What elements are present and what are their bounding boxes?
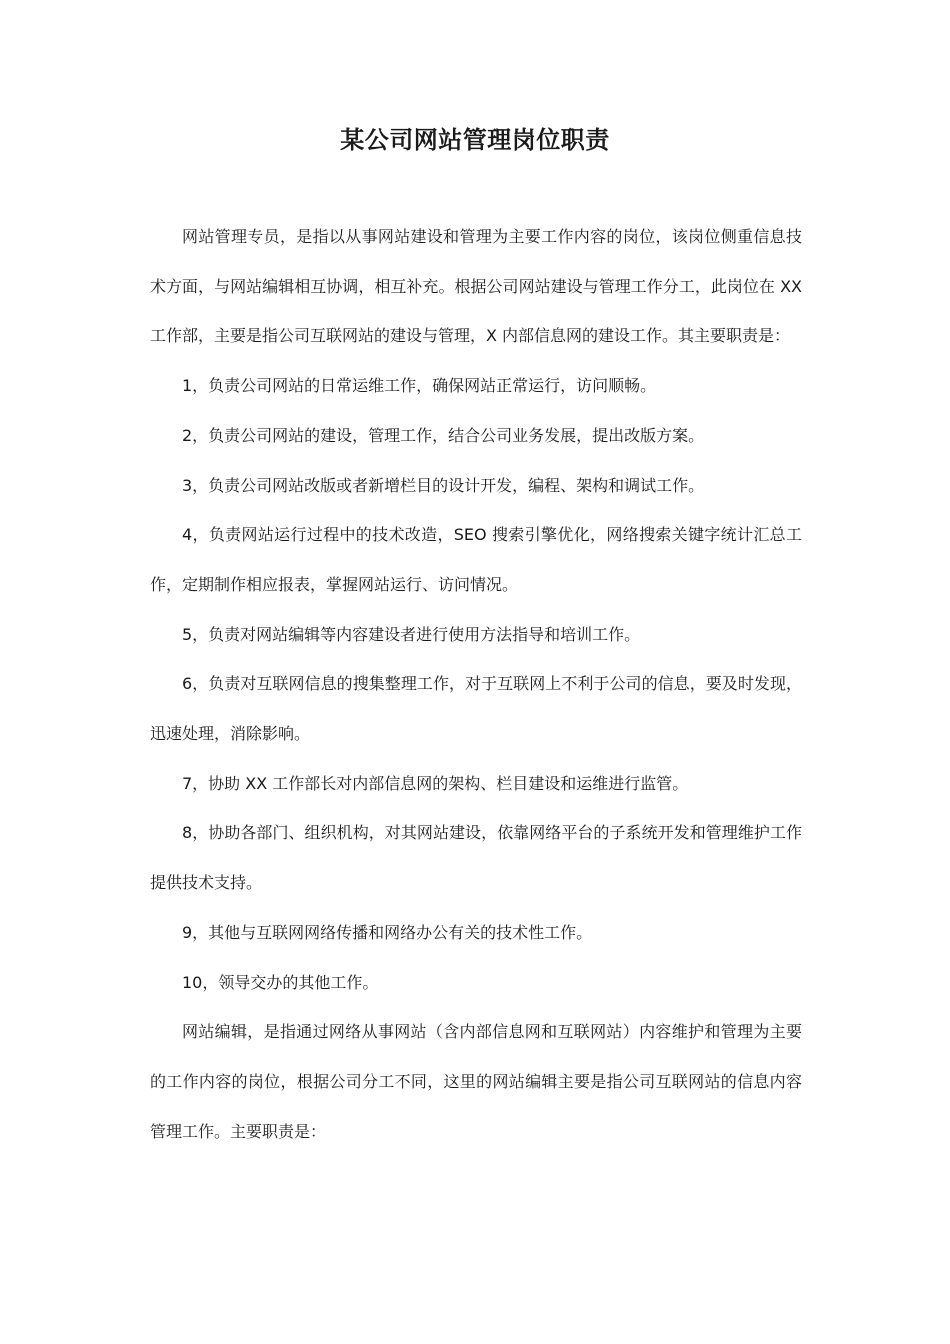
paragraph-duty-1: 1，负责公司网站的日常运维工作，确保网站正常运行，访问顺畅。 (182, 376, 657, 396)
paragraph-duty-2: 2，负责公司网站的建设，管理工作，结合公司业务发展，提出改版方案。 (182, 425, 705, 445)
paragraph-duty-10: 10，领导交办的其他工作。 (182, 972, 379, 992)
paragraph-duty-3: 3，负责公司网站改版或者新增栏目的设计开发，编程、架构和调试工作。 (182, 475, 705, 495)
paragraph-duty-9: 9，其他与互联网网络传播和网络办公有关的技术性工作。 (182, 922, 593, 942)
paragraph-intro-admin: 网站管理专员，是指以从事网站建设和管理为主要工作内容的岗位，该岗位侧重信息技术方面，与网站编辑相互协调，相互补充。根据公司网站建设与管理工作分工，此岗位在 XX 工作部，主要是指公司互联网站的建设与管理，X 内部信息网的建设工作。其主要职责是： (150, 227, 802, 346)
paragraph-duty-7: 7，协助 XX 工作部长对内部信息网的架构、栏目建设和运维进行监管。 (182, 773, 689, 793)
document-body (150, 212, 802, 1156)
document-title: 某公司网站管理岗位职责 (340, 126, 610, 154)
paragraph-duty-8: 8，协助各部门、组织机构，对其网站建设，依靠网络平台的子系统开发和管理维护工作提供技术支持。 (150, 823, 802, 893)
paragraph-duty-5: 5，负责对网站编辑等内容建设者进行使用方法指导和培训工作。 (182, 624, 641, 644)
paragraph-duty-6: 6，负责对互联网信息的搜集整理工作，对于互联网上不利于公司的信息，要及时发现，迅速处理，消除影响。 (150, 674, 802, 744)
paragraph-duty-4: 4，负责网站运行过程中的技术改造，SEO 搜索引擎优化，网络搜索关键字统计汇总工作，定期制作相应报表，掌握网站运行、访问情况。 (150, 525, 802, 594)
paragraph-intro-editor: 网站编辑，是指通过网络从事网站（含内部信息网和互联网站）内容维护和管理为主要的工作内容的岗位，根据公司分工不同，这里的网站编辑主要是指公司互联网站的信息内容管理工作。主要职责是： (150, 1022, 802, 1141)
